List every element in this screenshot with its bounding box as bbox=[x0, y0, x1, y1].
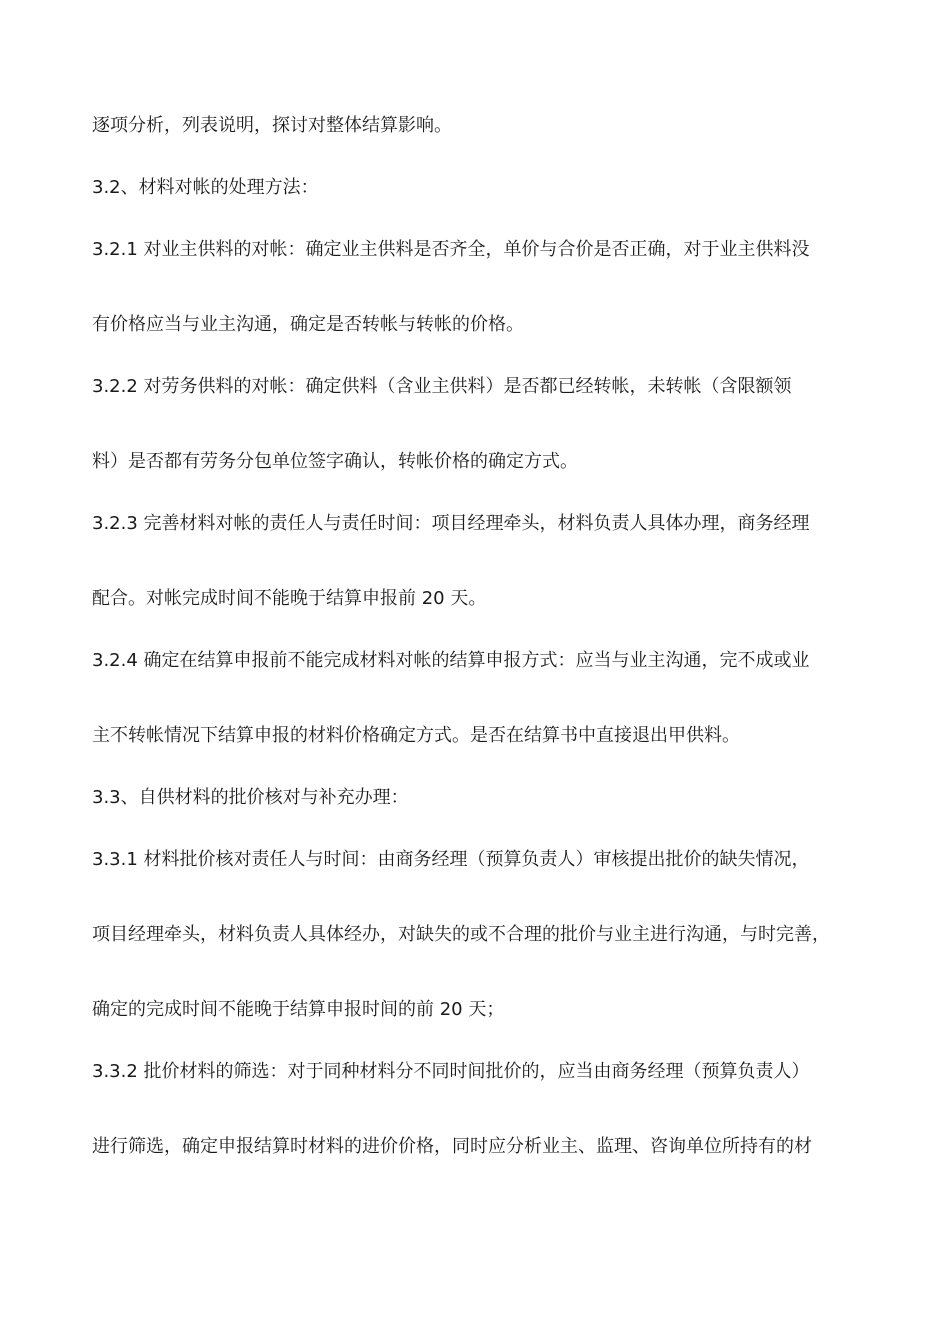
text-line: 3.2.1 对业主供料的对帐：确定业主供料是否齐全，单价与合价是否正确，对于业主供料没 bbox=[92, 239, 810, 260]
text-line: 3.2.4 确定在结算申报前不能完成材料对帐的结算申报方式：应当与业主沟通，完不成或业 bbox=[92, 650, 810, 671]
text-line: 逐项分析，列表说明，探讨对整体结算影响。 bbox=[92, 115, 452, 136]
text-line: 项目经理牵头，材料负责人具体经办，对缺失的或不合理的批价与业主进行沟通，与时完善， bbox=[92, 924, 830, 945]
text-line: 3.3.1 材料批价核对责任人与时间：由商务经理（预算负责人）审核提出批价的缺失情况， bbox=[92, 849, 810, 870]
text-line: 主不转帐情况下结算申报的材料价格确定方式。是否在结算书中直接退出甲供料。 bbox=[92, 725, 740, 746]
text-line: 3.3.2 批价材料的筛选：对于同种材料分不同时间批价的，应当由商务经理（预算负责人） bbox=[92, 1061, 810, 1082]
section-heading: 3.2、材料对帐的处理方法： bbox=[92, 177, 319, 198]
text-line: 有价格应当与业主沟通，确定是否转帐与转帐的价格。 bbox=[92, 314, 524, 335]
text-line: 料）是否都有劳务分包单位签字确认，转帐价格的确定方式。 bbox=[92, 451, 578, 472]
text-line: 进行筛选，确定申报结算时材料的进价价格，同时应分析业主、监理、咨询单位所持有的材 bbox=[92, 1136, 812, 1157]
section-heading: 3.3、自供材料的批价核对与补充办理： bbox=[92, 787, 409, 808]
text-line: 3.2.3 完善材料对帐的责任人与责任时间：项目经理牵头，材料负责人具体办理，商务经理 bbox=[92, 513, 810, 534]
text-line: 3.2.2 对劳务供料的对帐：确定供料（含业主供料）是否都已经转帐，未转帐（含限额领 bbox=[92, 376, 792, 397]
text-line: 配合。对帐完成时间不能晚于结算申报前 20 天。 bbox=[92, 588, 487, 609]
text-line: 确定的完成时间不能晚于结算申报时间的前 20 天； bbox=[92, 999, 505, 1020]
